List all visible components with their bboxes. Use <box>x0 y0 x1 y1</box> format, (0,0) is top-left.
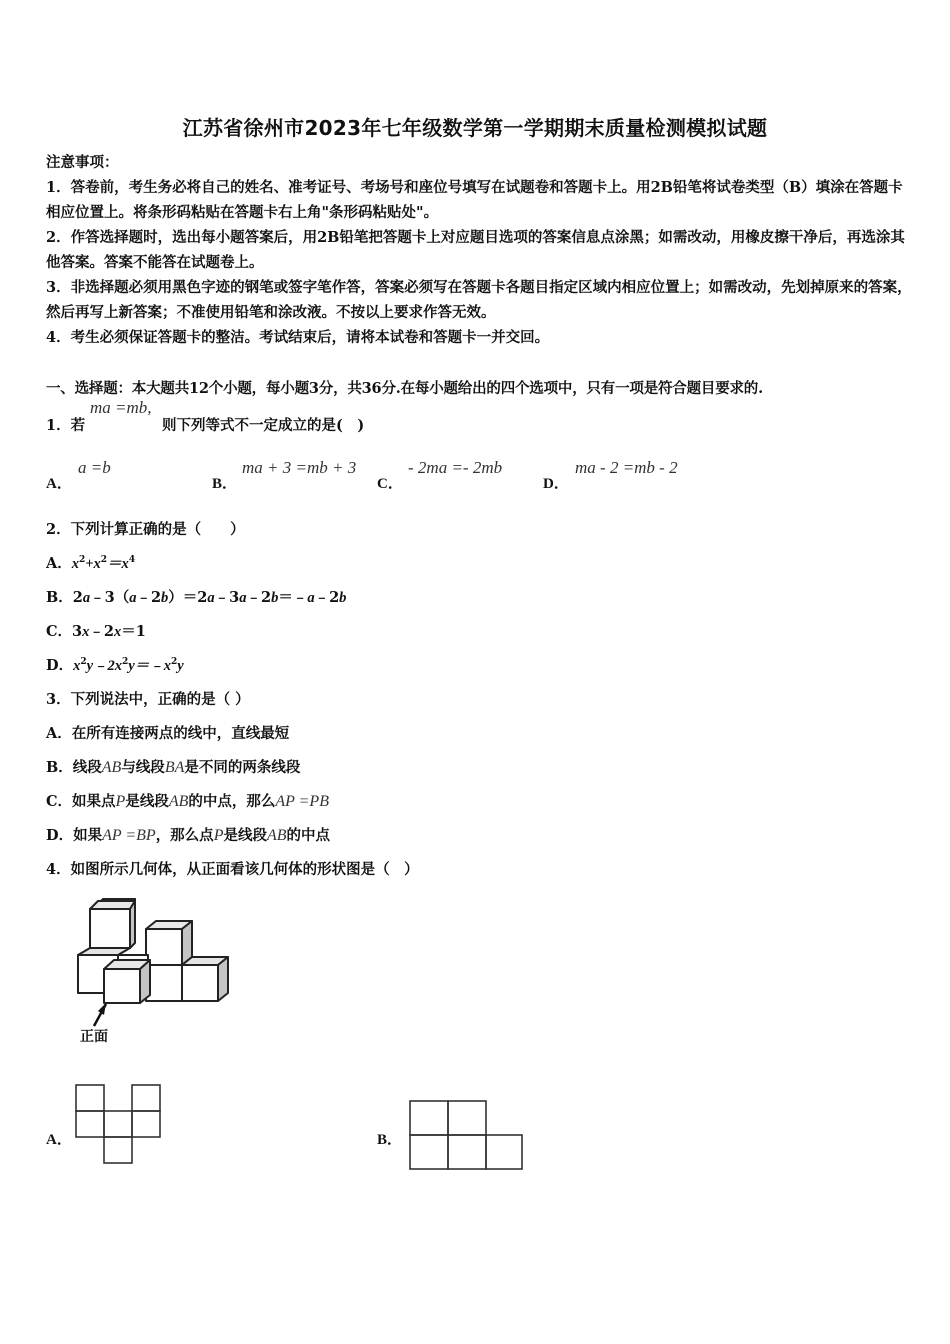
expr-part: ﹣2 <box>89 623 114 640</box>
expr-var: x <box>82 624 90 640</box>
expr-part: ＝1 <box>121 623 146 640</box>
notice-block <box>46 150 912 350</box>
q4-stem: 4．如图所示几何体，从正面看该几何体的形状图是（ ） <box>46 861 419 878</box>
option-text: ，那么点 <box>155 827 214 844</box>
expr-part: ）＝2 <box>168 589 208 606</box>
expr-var: a <box>307 590 315 606</box>
q1-option-b-label: B． <box>212 476 238 492</box>
expr-var: a <box>207 590 215 606</box>
q3-option-d <box>46 824 330 845</box>
notice-item: 1．答卷前，考生务必将自己的姓名、准考证号、考场号和座位号填写在试题卷和答题卡上。用2B铅笔将试卷类型（B）填涂在答题卡相应位置上。将条形码粘贴在答题卡右上角"条形码粘贴处"。 <box>46 179 903 221</box>
math-term: BA <box>164 759 185 776</box>
math-term: AP =PB <box>275 793 329 810</box>
exponent: 2 <box>170 657 178 667</box>
q4-option-b-label: B． <box>377 1132 403 1148</box>
exponent: 2 <box>79 555 86 565</box>
option-text: 是不同的两条线段 <box>184 759 301 776</box>
expr-part: ﹣2 <box>246 589 272 606</box>
math-term: AP =BP <box>102 827 156 844</box>
expr-var: a <box>129 590 137 606</box>
exponent: 2 <box>100 555 108 565</box>
q2-option-c <box>46 620 146 641</box>
expr-part: ﹣3（ <box>90 589 130 606</box>
q3-option-a <box>46 722 289 743</box>
math-term: P <box>213 827 224 844</box>
option-text: 是线段 <box>125 793 169 810</box>
q3-option-b <box>46 756 300 777</box>
option-label: C． <box>46 793 73 810</box>
q1-option-a-expr: a =b <box>78 458 111 477</box>
math-term: AB <box>168 793 189 810</box>
expr-var: b <box>161 590 169 606</box>
expr-part: ﹣3 <box>214 589 240 606</box>
q4-option-b-figure <box>408 1099 526 1173</box>
q2-option-b <box>46 586 346 607</box>
section-heading: 一、选择题：本大题共12个小题，每小题3分，共36分.在每小题给出的四个选项中，只有一项是符合题目要求的. <box>46 380 763 397</box>
q1-option-d-label: D． <box>543 476 569 492</box>
q4-option-a-label: A． <box>46 1132 72 1148</box>
option-text: 在所有连接两点的线中，直线最短 <box>71 725 290 742</box>
option-label: B． <box>46 759 73 776</box>
page-title: 江苏省徐州市2023年七年级数学第一学期期末质量检测模拟试题 <box>182 116 768 140</box>
math-term: AB <box>101 759 122 776</box>
option-label: C． <box>46 623 73 640</box>
expr-part: x <box>73 658 81 674</box>
option-text: 与线段 <box>121 759 165 776</box>
q1-option-a-label: A． <box>46 476 72 492</box>
expr-var: b <box>271 590 279 606</box>
expr-part: 2 <box>72 589 83 606</box>
expr-var: a <box>82 590 91 606</box>
option-text: 的中点 <box>286 827 331 844</box>
q1-option-c-label: C． <box>377 476 403 492</box>
q1-condition: ma =mb, <box>90 398 152 417</box>
q3-stem: 3．下列说法中，正确的是（ ） <box>46 691 250 708</box>
exponent: 2 <box>80 657 87 667</box>
expr-part: y <box>177 658 184 674</box>
q3-option-c <box>46 790 329 811</box>
expr-part: 3 <box>72 623 83 640</box>
q1-prefix: 1．若 <box>46 417 86 434</box>
expr-var: x <box>113 624 122 640</box>
expr-part: ＝x <box>107 556 129 572</box>
front-view-label: 正面 <box>80 1029 108 1045</box>
option-label: B． <box>46 589 73 606</box>
expr-var: a <box>239 590 247 606</box>
option-label: D． <box>46 827 74 844</box>
option-text: 如果点 <box>72 793 116 810</box>
notice-item: 2．作答选择题时，选出每小题答案后，用2B铅笔把答题卡上对应题目选项的答案信息点涂黑；如需改动，用橡皮擦干净后，再选涂其他答案。答案不能答在试题卷上。 <box>46 229 905 271</box>
expr-part: ﹣2 <box>136 589 162 606</box>
q2-option-a <box>46 552 135 573</box>
math-term: P <box>115 793 126 810</box>
option-text: 的中点，那么 <box>188 793 276 810</box>
expr-part: +x <box>85 556 101 572</box>
q1-option-d-expr: ma - 2 =mb - 2 <box>575 458 678 477</box>
q1-option-b-expr: ma + 3 =mb + 3 <box>242 458 357 477</box>
option-label: A． <box>46 555 72 572</box>
q4-option-a-figure <box>74 1083 164 1167</box>
arrow-head <box>98 1003 106 1015</box>
q1-stem: 则下列等式不一定成立的是( ) <box>162 417 365 434</box>
exponent: 4 <box>128 555 136 565</box>
option-label: A． <box>46 725 72 742</box>
math-term: AB <box>266 827 287 844</box>
option-text: 线段 <box>72 759 102 776</box>
expr-part: ﹣2 <box>314 589 340 606</box>
option-text: 是线段 <box>223 827 267 844</box>
q2-stem: 2．下列计算正确的是（ ） <box>46 521 245 538</box>
notice-heading: 注意事项： <box>46 154 119 171</box>
q1-option-c-expr: - 2ma =- 2mb <box>408 458 503 477</box>
notice-item: 4．考生必须保证答题卡的整洁。考试结束后，请将本试卷和答题卡一并交回。 <box>46 329 550 346</box>
q2-option-d <box>46 654 184 675</box>
option-text: 如果 <box>73 827 103 844</box>
exponent: 2 <box>122 657 129 667</box>
option-label: D． <box>46 657 74 674</box>
expr-var: b <box>339 590 347 606</box>
expr-part: y﹣2x <box>86 658 123 674</box>
expr-part: x <box>71 556 80 572</box>
notice-item: 3．非选择题必须用黑色字迹的钢笔或签字笔作答，答案必须写在答题卡各题目指定区域内相应位置上；如需改动，先划掉原来的答案，然后再写上新答案；不准使用铅笔和涂改液。不按以上要求作答无效。 <box>46 279 912 321</box>
expr-part: y＝﹣x <box>128 658 171 674</box>
expr-part: ＝﹣ <box>278 589 308 606</box>
